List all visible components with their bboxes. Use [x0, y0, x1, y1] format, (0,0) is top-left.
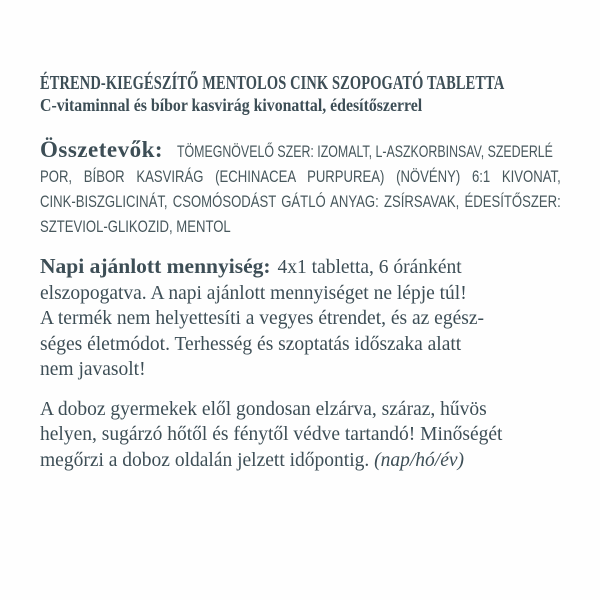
- ingredients-heading: Összetevők:: [40, 137, 164, 162]
- storage-line: helyen, sugárzó hőtől és fénytől védve tartandó! Minőségét: [40, 424, 503, 445]
- ingredients-line: CINK-BISZGLICINÁT, CSOMÓSODÁST GÁTLÓ ANYAG: ZSÍRSAVAK, ÉDESÍTŐSZER:: [40, 193, 561, 211]
- dosage-line: A termék nem helyettesíti a vegyes étrendet, és az egész-: [40, 308, 484, 329]
- storage-text: megőrzi a doboz oldalán jelzett időpontig.: [40, 449, 370, 471]
- ingredients-text: TÖMEGNÖVELŐ SZER: IZOMALT, L-ASZKORBINSAV, SZEDERLÉ: [177, 143, 553, 161]
- storage-line: A doboz gyermekek elől gondosan elzárva, száraz, hűvös: [40, 398, 487, 420]
- dosage-text: 4x1 tabletta, 6 óránként: [277, 257, 462, 278]
- ingredients-section: [40, 137, 560, 240]
- storage-section: [40, 397, 560, 474]
- dosage-section: [40, 254, 560, 383]
- dosage-line: elszopogatva. A napi ajánlott mennyiséget ne lépje túl!: [40, 282, 467, 304]
- product-title: ÉTREND-KIEGÉSZÍTŐ MENTOLOS CINK SZOPOGATÓ TABLETTA: [40, 72, 505, 94]
- storage-line: [40, 448, 560, 474]
- dosage-line: nem javasolt!: [40, 359, 146, 380]
- dosage-line: séges életmódot. Terhesség és szoptatás időszaka alatt: [40, 333, 462, 355]
- ingredients-line: POR, BÍBOR KASVIRÁG (ECHINACEA PURPUREA) (NÖVÉNY) 6:1 KIVONAT,: [40, 168, 561, 186]
- dosage-heading: Napi ajánlott mennyiség:: [40, 254, 271, 278]
- date-format-note: (nap/hó/év): [374, 449, 464, 471]
- ingredients-line: [40, 137, 560, 165]
- dosage-line: [40, 254, 560, 281]
- ingredients-line: SZTEVIOL-GLIKOZID, MENTOL: [40, 218, 231, 236]
- product-subtitle: C-vitaminnal és bíbor kasvirág kivonattal, édesítőszerrel: [40, 95, 423, 115]
